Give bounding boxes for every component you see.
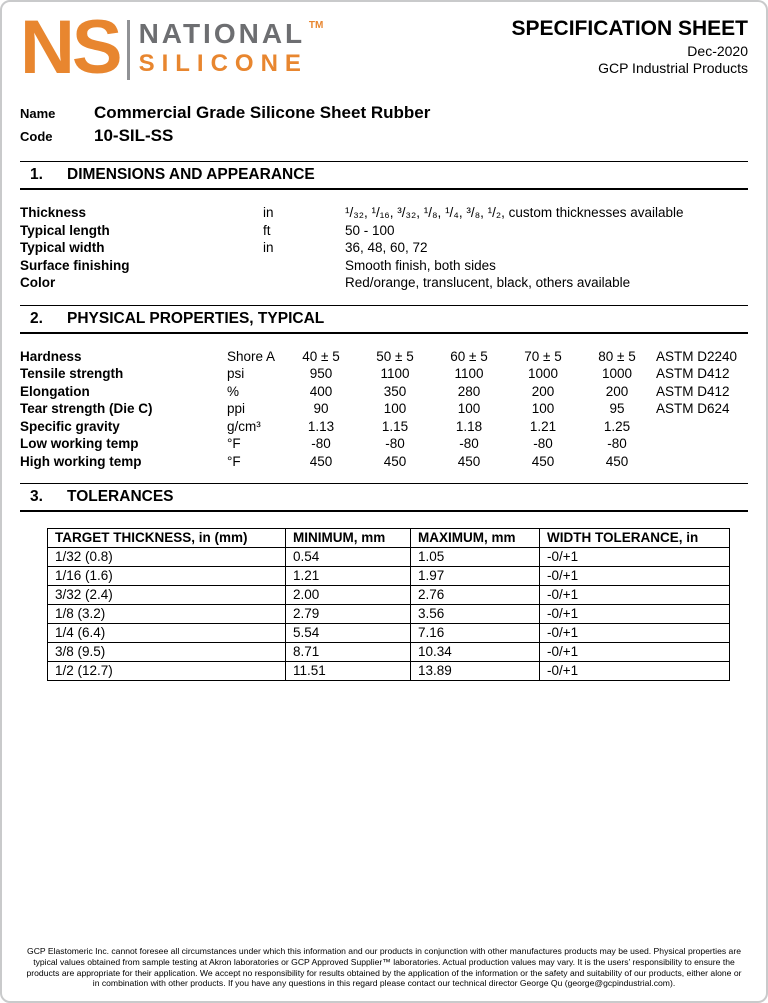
property-value: 450 (383, 453, 407, 469)
table-cell: 8.71 (286, 643, 411, 662)
unit-label (263, 274, 345, 292)
property-value: 40 ± 5 (302, 348, 340, 364)
disclaimer-text: GCP Elastomeric Inc. cannot foresee all circumstances under which this information and our products in conjunction with other manufactures products may be used. Physical properties are typical values obtained from sample testing at Akron laboratories or GCP Approved Supplier™ laboratories. Actual production values may vary. It is the users’ responsibility to ensure the products are appropriate for their application. We accept no responsibility for results obtained by the application of the information or the safety and suitability of our products, either alone or in combination with other products. If you have any questions in this regard please contact our technical director George Qu (george@gcpindustrial.com). (26, 946, 742, 989)
section-divider (20, 188, 748, 190)
table-cell: 0.54 (286, 548, 411, 567)
property-label: Low working temp (20, 436, 139, 451)
section-1-heading (20, 165, 748, 185)
trademark-symbol: TM (308, 20, 324, 31)
property-value: -80 (311, 436, 331, 451)
property-label: Typical width (20, 240, 105, 255)
unit-label: in (263, 205, 274, 220)
physical-property-row (20, 435, 748, 453)
property-value: 200 (605, 383, 629, 399)
table-cell: -0/+1 (540, 605, 730, 624)
test-method: ASTM D412 (656, 383, 730, 399)
page-header (20, 5, 748, 90)
tolerances-table (47, 528, 730, 681)
table-row (48, 605, 730, 624)
product-code: 10-SIL-SS (94, 126, 174, 145)
company-logo (20, 5, 324, 90)
physical-property-row (20, 348, 748, 366)
property-value: 450 (457, 453, 481, 469)
section-title: DIMENSIONS AND APPEARANCE (67, 166, 315, 183)
table-cell: 2.79 (286, 605, 411, 624)
table-row (48, 548, 730, 567)
unit-label: % (227, 383, 240, 399)
logo-monogram: NS (20, 5, 120, 90)
physical-properties-table (20, 348, 748, 471)
unit-label: ppi (227, 401, 246, 416)
table-cell: 3.56 (411, 605, 540, 624)
property-value: 70 ± 5 (524, 348, 562, 364)
table-cell: -0/+1 (540, 624, 730, 643)
property-value: 90 (313, 401, 329, 416)
document-meta (512, 14, 748, 77)
property-value: 36, 48, 60, 72 (345, 240, 428, 255)
property-value: 1100 (380, 366, 410, 381)
property-value: 1100 (454, 366, 484, 381)
property-value: 80 ± 5 (598, 348, 636, 364)
property-value: 450 (531, 453, 555, 469)
table-cell: 1/4 (6.4) (48, 624, 286, 643)
section-divider (20, 510, 748, 512)
property-label: Color (20, 275, 56, 290)
column-header: TARGET THICKNESS, in (mm) (48, 529, 286, 548)
logo-word-national: NATIONAL (138, 18, 306, 49)
table-cell: 1.97 (411, 567, 540, 586)
unit-label: in (263, 240, 274, 255)
table-cell: -0/+1 (540, 662, 730, 681)
table-row (48, 567, 730, 586)
column-header: MAXIMUM, mm (411, 529, 540, 548)
section-3-heading (20, 487, 748, 507)
physical-property-row (20, 365, 748, 383)
property-value: 350 (383, 383, 407, 399)
property-value: 60 ± 5 (450, 348, 488, 364)
property-value: 50 - 100 (345, 222, 395, 238)
property-value: -80 (607, 436, 627, 451)
table-cell: 11.51 (286, 662, 411, 681)
column-header: WIDTH TOLERANCE, in (540, 529, 730, 548)
property-value: -80 (385, 436, 405, 451)
table-cell: 1.05 (411, 548, 540, 567)
table-row (48, 662, 730, 681)
logo-divider-bar (127, 20, 130, 80)
table-cell: 7.16 (411, 624, 540, 643)
dimension-row (20, 222, 748, 240)
property-value: Red/orange, translucent, black, others available (345, 275, 631, 290)
document-title: SPECIFICATION SHEET (511, 17, 748, 40)
table-header-row (48, 529, 730, 548)
table-cell: -0/+1 (540, 643, 730, 662)
property-value: 100 (457, 401, 481, 416)
property-label: Specific gravity (20, 418, 120, 434)
property-value: 95 (609, 401, 625, 416)
document-date: Dec-2020 (687, 43, 748, 60)
physical-property-row (20, 400, 748, 418)
table-cell: 1/2 (12.7) (48, 662, 286, 681)
section-number: 2. (30, 309, 43, 327)
product-name-row (20, 102, 748, 125)
property-value: 1.21 (529, 418, 557, 434)
property-value: 100 (383, 401, 407, 416)
code-label: Code (20, 129, 53, 144)
table-row (48, 643, 730, 662)
section-2-heading (20, 309, 748, 329)
test-method: ASTM D2240 (656, 348, 738, 364)
property-label: Hardness (20, 348, 82, 364)
table-cell: 2.00 (286, 586, 411, 605)
property-value: 450 (309, 453, 333, 469)
test-method: ASTM D412 (656, 366, 730, 381)
unit-label: g/cm³ (227, 418, 261, 434)
test-method (654, 435, 748, 453)
table-row (48, 624, 730, 643)
section-divider (20, 483, 748, 484)
property-value: 450 (605, 453, 629, 469)
section-title: PHYSICAL PROPERTIES, TYPICAL (67, 309, 325, 327)
section-divider (20, 332, 748, 334)
unit-label: Shore A (227, 348, 276, 364)
physical-property-row (20, 418, 748, 436)
property-value: Smooth finish, both sides (345, 257, 496, 273)
unit-label: ft (263, 222, 271, 238)
property-value: 50 ± 5 (376, 348, 414, 364)
property-label: Thickness (20, 205, 87, 220)
property-value: 1.15 (381, 418, 409, 434)
table-cell: 13.89 (411, 662, 540, 681)
physical-property-row (20, 383, 748, 401)
table-cell: 1.21 (286, 567, 411, 586)
table-cell: 1/8 (3.2) (48, 605, 286, 624)
column-header: MINIMUM, mm (286, 529, 411, 548)
property-label: Elongation (20, 383, 90, 399)
logo-wordmark (139, 18, 308, 76)
dimension-row (20, 257, 748, 275)
dimension-row (20, 204, 748, 222)
property-label: Surface finishing (20, 257, 130, 273)
product-name: Commercial Grade Silicone Sheet Rubber (94, 103, 431, 122)
test-method (654, 453, 748, 471)
product-identification (20, 102, 748, 148)
property-label: Tensile strength (20, 366, 124, 381)
table-cell: 10.34 (411, 643, 540, 662)
unit-label: psi (227, 366, 245, 381)
tolerances-table-wrapper (47, 528, 726, 681)
property-value: 950 (309, 366, 333, 381)
property-value: ¹/₃₂, ¹/₁₆, ³/₃₂, ¹/₈, ¹/₄, ³/₈, ¹/₂, custom thicknesses available (345, 205, 684, 220)
name-label: Name (20, 106, 56, 121)
table-cell: 3/8 (9.5) (48, 643, 286, 662)
property-value: 1000 (601, 366, 633, 381)
property-value: 200 (531, 383, 555, 399)
table-cell: 2.76 (411, 586, 540, 605)
dimension-row (20, 239, 748, 257)
property-value: 1.13 (307, 418, 335, 434)
property-value: -80 (459, 436, 479, 451)
dimensions-table (20, 204, 748, 292)
property-value: -80 (533, 436, 553, 451)
physical-property-row (20, 453, 748, 471)
table-cell: -0/+1 (540, 586, 730, 605)
property-value: 1000 (527, 366, 559, 381)
unit-label: °F (227, 453, 241, 469)
property-label: Tear strength (Die C) (20, 401, 153, 416)
property-value: 400 (309, 383, 333, 399)
unit-label: °F (227, 436, 241, 451)
document-company: GCP Industrial Products (598, 59, 748, 76)
table-cell: -0/+1 (540, 548, 730, 567)
property-label: High working temp (20, 453, 142, 469)
logo-word-silicone: SILICONE (138, 50, 308, 77)
section-title: TOLERANCES (67, 488, 174, 505)
section-number: 1. (30, 166, 43, 183)
property-label: Typical length (20, 222, 110, 238)
dimension-row (20, 274, 748, 292)
table-cell: 1/32 (0.8) (48, 548, 286, 567)
table-cell: 1/16 (1.6) (48, 567, 286, 586)
table-row (48, 586, 730, 605)
property-value: 1.25 (603, 418, 631, 434)
table-cell: 5.54 (286, 624, 411, 643)
section-divider (20, 161, 748, 162)
test-method: ASTM D624 (656, 401, 730, 416)
table-cell: -0/+1 (540, 567, 730, 586)
property-value: 100 (531, 401, 555, 416)
unit-label (263, 257, 345, 275)
property-value: 280 (457, 383, 481, 399)
section-number: 3. (30, 488, 43, 505)
table-cell: 3/32 (2.4) (48, 586, 286, 605)
section-divider (20, 305, 748, 306)
product-code-row (20, 125, 748, 148)
test-method (654, 418, 748, 436)
property-value: 1.18 (455, 418, 483, 434)
